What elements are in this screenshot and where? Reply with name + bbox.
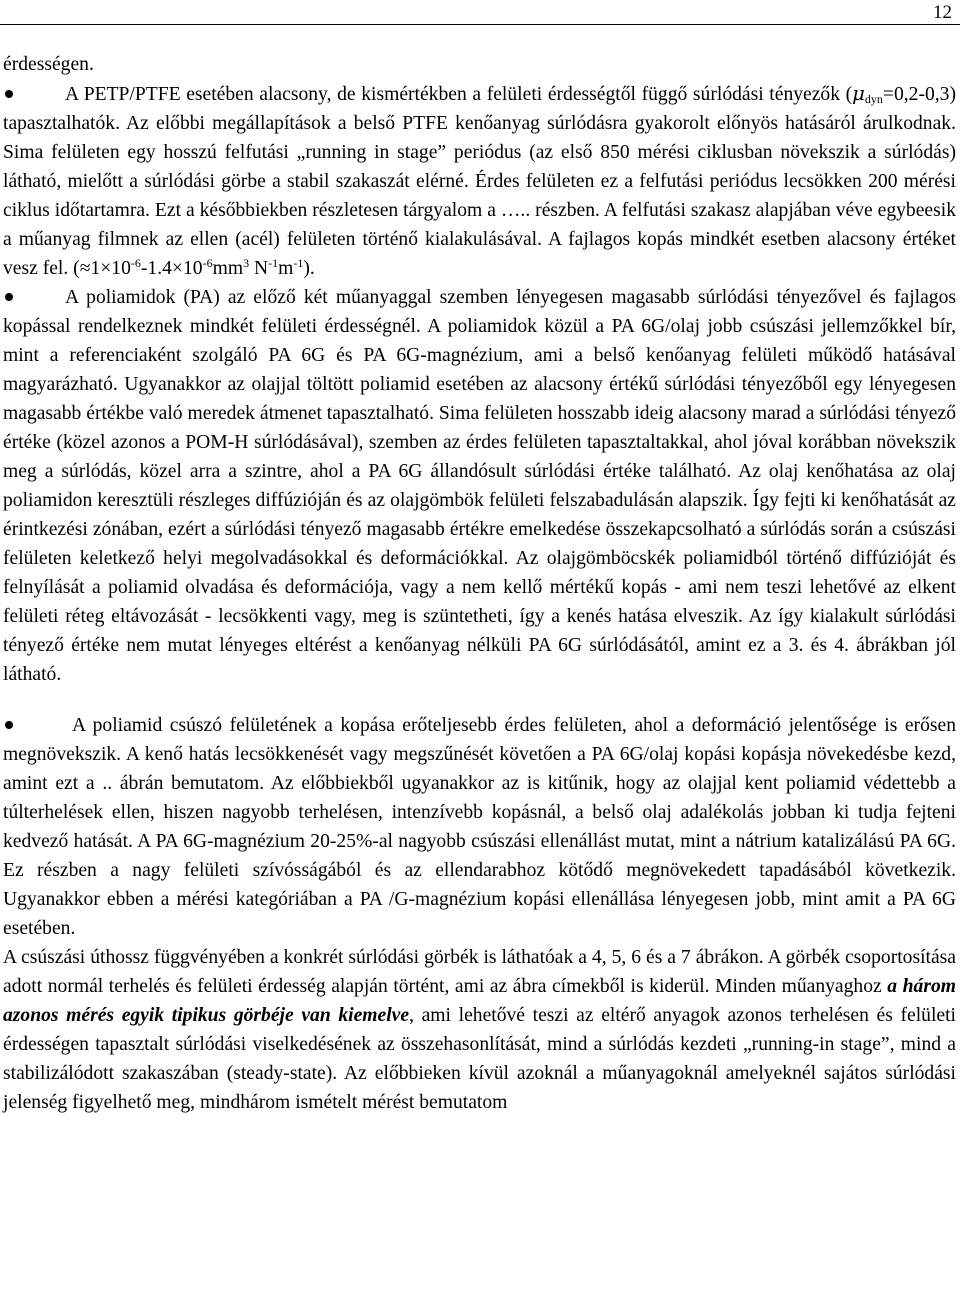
bullet-icon <box>5 721 13 729</box>
header-rule <box>0 24 960 25</box>
text-segment: m <box>278 258 294 279</box>
document-body <box>3 50 956 1117</box>
text-segment: A poliamid csúszó felületének a kopása erőteljesebb érdes felületen, ahol a deformáció jelentősége is erősen megnövekszik. A kenő hatás lecsökkenését vagy megszűnését követően a PA 6G/olaj kopási kopásja növekedésbe kezd, amint ezt a .. ábrán bemutatom. Az előbbiekből ugyanakkor az is kitűnik, hogy az olajjal kent poliamid védettebb a túlterhelések ellen, hiszen nagyobb terhelésen, intenzívebb kopásnál, a belső olaj adalékolás jobban ki tudja fejteni kedvező hatását. A PA 6G-magnézium 20-25%-al nagyobb csúszási ellenállást mutat, mint a nátrium katalizálású PA 6G. Ez részben a nagy felületi szívósságából és az ellendarabhoz kötődő megnövekedett tapadásából következik. Ugyanakkor ebben a mérési kategóriában a PA /G-magnézium kopási ellenállása lényegesen jobb, mint amit a PA 6G esetében. <box>3 715 956 939</box>
text-segment: -1.4×10 <box>140 258 203 279</box>
bullet-icon <box>5 293 13 301</box>
exponent: -6 <box>202 256 213 270</box>
page-number: 12 <box>933 2 952 23</box>
mu-symbol: μ <box>852 82 865 105</box>
text-segment: A PETP/PTFE esetében alacsony, de kismértékben a felületi érdességtől függő súrlódási tényezők ( <box>65 84 853 105</box>
paragraph-surlodasi-gorbek <box>3 943 956 1117</box>
mu-subscript: dyn <box>864 92 883 106</box>
text-segment: , ami lehetővé teszi az eltérő anyagok azonos terhelésen és felületi érdességen tapasztalt súrlódási viselkedésének az összehasonlítását, mind a súrlódás kezdeti „running-in stage”, mind a stabilizálódott szakaszában (steady-state). Az előbbieken kívül azoknál a műanyagoknál amelyeknél sajátos súrlódási jelenség figyelhető meg, mindhárom ismételt mérést bemutatom <box>3 1005 956 1113</box>
exponent: 3 <box>243 256 250 270</box>
exponent: -1 <box>293 256 304 270</box>
exponent: -6 <box>130 256 141 270</box>
paragraph-continuation: érdességen. <box>3 54 94 75</box>
bullet-paragraph-poliamidok <box>3 283 956 689</box>
bullet-icon <box>5 90 13 98</box>
text-segment: mm <box>212 258 244 279</box>
bullet-paragraph-kopas <box>3 711 956 943</box>
exponent: -1 <box>268 256 279 270</box>
bullet-paragraph-petp-ptfe <box>3 79 956 283</box>
text-segment: ). <box>303 258 315 279</box>
text-segment: A poliamidok (PA) az előző két műanyaggal szemben lényegesen magasabb súrlódási tényezővel és fajlagos kopással rendelkeznek mindkét felületi érdességnél. A poliamidok közül a PA 6G/olaj jobb csúszási jellemzőkkel bír, mint a referenciaként szolgáló PA 6G és PA 6G-magnézium, ami a belső kenőanyag felületi működő hatásával magyarázható. Ugyanakkor az olajjal töltött poliamid esetében az alacsony értékű súrlódási tényezőből egy lényegesen magasabb értékbe való meredek átmenet tapasztalható. Sima felületen hosszabb ideig alacsony marad a súrlódási tényező értéke (közel azonos a POM-H súrlódásával), szemben az érdes felületen tapasztaltakkal, ahol jóval korábban növekszik meg a súrlódás, közel arra a szintre, ahol a PA 6G állandósult súrlódási értéke található. Az olaj kenőhatása az olaj poliamidon keresztüli részleges diffúzióján és az olajgömbök felületi felszabadulásán alapszik. Így fejti ki kenőhatását az érintkezési zónában, ezért a súrlódási tényező magasabb értékre emelkedése összekapcsolható a súrlódás során a csúszási felületen keletkező helyi megolvadásokkal és deformációkkal. Az olajgömböcskék poliamidból történő diffúzióját és felnyílását a poliamid olvadása és deformációja, vagy a nem kellő mértékű kopás - ami nem teszi lehetővé az elkent felületi réteg eltávozását - lecsökkenti vagy, meg is szüntetheti, így a kenés hatása elveszik. Az így kialakult súrlódási tényező értéke nem mutat lényeges eltérést a kenőanyag nélküli PA 6G súrlódásától, amint ez a 3. és 4. ábrákban jól látható. <box>3 287 956 685</box>
text-segment: =0,2-0,3) tapasztalhatók. Az előbbi megállapítások a belső PTFE kenőanyag súrlódásra gyakorolt előnyös hatásáról árulkodnak. Sima felületen egy hosszú felfutási „running in stage” periódus (az első 850 mérési ciklusban növekszik a súrlódás) látható, mielőtt a súrlódási görbe a stabil szakaszát elérné. Érdes felületen ez a felfutási periódus lecsökken 200 mérési ciklus időtartamra. Ezt a későbbiekben részletesen tárgyalom a ….. részben. A felfutási szakasz alapjában véve egybeesik a műanyag filmnek az ellen (acél) felületen történő kialakulásával. A fajlagos kopás mindkét esetben alacsony értéket vesz fel. (≈1×10 <box>3 84 956 279</box>
text-segment: A csúszási úthossz függvényében a konkrét súrlódási görbék is láthatóak a 4, 5, 6 és a 7 ábrákon. A görbék csoportosítása adott normál terhelés és felületi érdesség alapján történt, ami az ábra címekből is kiderül. Minden műanyaghoz <box>3 947 956 997</box>
emphasized-text: a három azonos mérés egyik tipikus görbéje van kiemelve <box>3 976 956 1026</box>
text-segment: N <box>249 258 269 279</box>
